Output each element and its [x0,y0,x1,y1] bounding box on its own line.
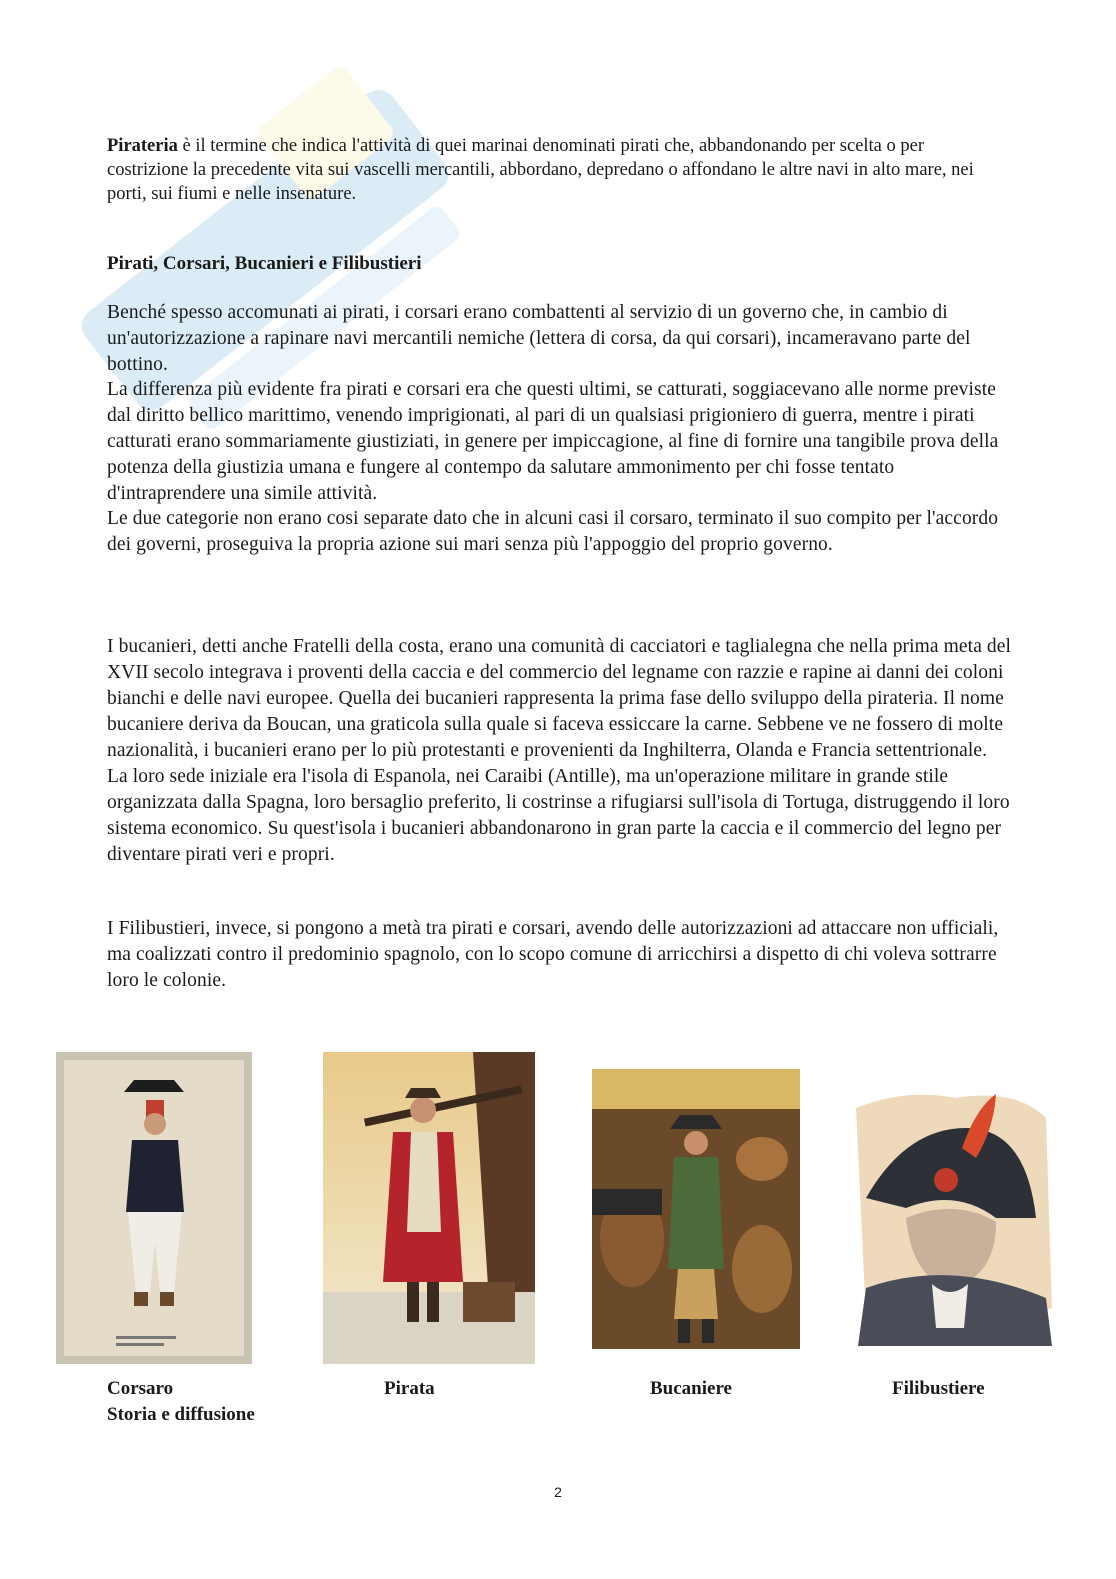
caption-bucaniere: Bucaniere [650,1378,732,1399]
paragraph-bucanieri: I bucanieri, detti anche Fratelli della costa, erano una comunità di cacciatori e taglialegna che nella prima meta del XVII secolo integrava i proventi della caccia e del commercio del legname con razzie e rapine ai danni dei coloni bianchi e delle navi europee. Quella dei bucanieri rappresenta la prima fase dello sviluppo della pirateria. Il nome bucaniere deriva da Boucan, una graticola sulla quale si faceva essiccare la carne. Sebbene ve ne fossero di molte nazionalità, i bucanieri erano per lo più protestanti e provenienti da Inghilterra, Olanda e Francia settentrionale. La loro sede iniziale era l'isola di Espanola, nei Caraibi (Antille), ma un'operazione militare in grande stile organizzata dalla Spagna, loro bersaglio preferito, li costrinse a rifugiarsi sull'isola di Tortuga, distruggendo il loro sistema economico. Su quest'isola i bucanieri abbandonarono in gran parte la caccia e il commercio del legno per diventare pirati veri e propri. [107,636,1012,865]
paragraph-differenza: La differenza più evidente fra pirati e corsari era che questi ultimi, se catturati, soggiacevano alle norme previste dal diritto bellico marittimo, venendo imprigionati, al pari di un qualsiasi prigioniero di guerra, mentre i pirati catturati erano sommariamente giustiziati, in genere per impiccagione, al fine di fornire una tangibile prova della potenza della giustizia umana e fungere al contempo da salutare ammonimento per chi fosse tentato d'intraprendere una simile attività. [107,379,999,504]
caption-corsaro: Corsaro [107,1378,174,1399]
intro-term: Pirateria [107,136,178,156]
intro-paragraph [107,134,1007,206]
paragraph-filibustieri: I Filibustieri, invece, si pongono a metà tra pirati e corsari, avendo delle autorizzazioni ad attaccare non ufficiali, ma coalizzati contro il predominio spagnolo, con lo scopo comune di arricchirsi a dispetto di chi voleva sottrarre loro le colonie. [107,918,999,991]
paragraph-categorie: Le due categorie non erano cosi separate dato che in alcuni casi il corsaro, terminato il suo compito per l'accordo dei governi, proseguiva la propria azione sui mari senza più l'appoggio del proprio governo. [107,508,999,555]
caption-filibustiere: Filibustiere [892,1378,985,1399]
intro-text: è il termine che indica l'attività di quei marinai denominati pirati che, abbandonando per scelta o per costrizione la precedente vita sui vascelli mercantili, abbordano, depredano o affondano le altre navi in alto mare, nei porti, sui fiumi e nelle insenature. [107,136,974,204]
paragraph-corsari: Benché spesso accomunati ai pirati, i corsari erano combattenti al servizio di un governo che, in cambio di un'autorizzazione a rapinare navi mercantili nemiche (lettera di corsa, da qui corsari), incameravano parte del bottino. [107,302,971,375]
caption-pirata: Pirata [384,1378,435,1399]
bucaniere-illustration [592,1069,800,1349]
filibustiere-illustration [846,1088,1060,1346]
page-number: 2 [554,1484,562,1500]
section-title: Pirati, Corsari, Bucanieri e Filibustieri [107,253,422,274]
pirata-illustration [323,1052,535,1364]
corsaro-illustration [56,1052,252,1364]
next-section-heading: Storia e diffusione [107,1404,255,1425]
